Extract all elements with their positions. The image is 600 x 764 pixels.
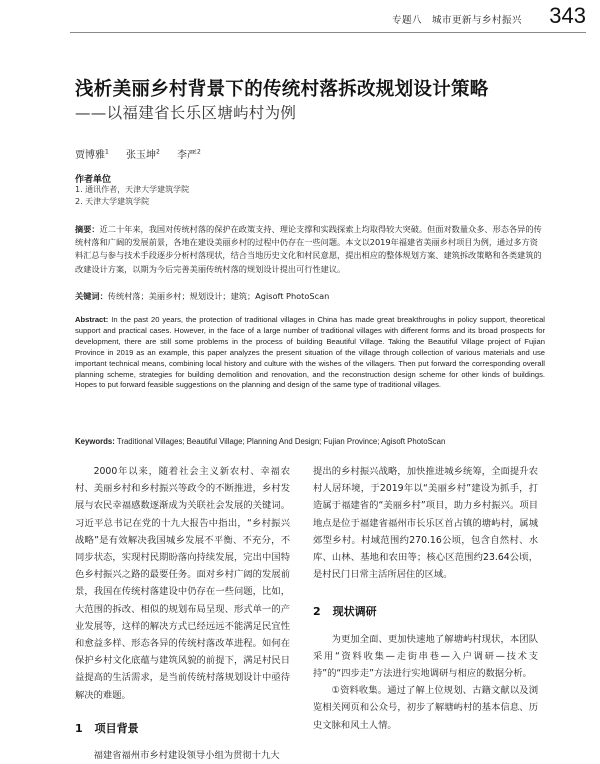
- header-divider: [70, 32, 586, 33]
- author: 贾博雅$^1$: [75, 148, 109, 161]
- affiliation: 1. 通讯作者，天津大学建筑学院: [75, 185, 190, 194]
- keywords-en: Keywords: Traditional Villages; Beautiful Village; Planning And Design; Fujian Province; Agisoft PhotoScan: [75, 437, 446, 446]
- body-paragraph: 为更加全面、更加快速地了解塘屿村现状，本团队采用“资料收集—走街串巷—入户调研—技术支持”的“四步走”方法进行实地调研与相应的数据分析。: [313, 633, 538, 680]
- body-paragraph: 提出的乡村振兴战略，加快推进城乡统筹，全面提升农村人居环境，于2019年以“美丽乡村”建设为抓手，打造属于福建省的“美丽乡村”项目，助力乡村振兴。项目地点是位于福建省福州市长乐区首占镇的塘屿村，属城郊型乡村。村域范围约270.16公顷，包含自然村、水库、山林、基地和农田等；核心区范围约23.64公顷，是村民门日常主活所居住的区域。: [313, 466, 538, 581]
- author: 李严$^2$: [177, 148, 201, 161]
- author: 张玉坤$^2$: [126, 148, 160, 161]
- section-heading: 1 项目背景: [75, 721, 139, 735]
- affiliation: 2. 天津大学建筑学院: [75, 197, 150, 206]
- page-number: 343: [549, 3, 586, 28]
- abstract-cn: 摘要：近二十年来，我国对传统村落的保护在政策支持、理论支撑和实践探索上均取得较大突破。但面对数量众多、形态各异的传统村落和广阔的发展前景，各地在建设美丽乡村的过程中仍存在一些问题。本文以2019年福建省美丽乡村项目为例，通过多方资料汇总与参与技术手段逐步分析村落现状，结合当地历史文化和村民意愿，提出相应的整体规划方案、建筑拆改策略和各类建筑的改建设计方案，以期为今后完善美丽传统村落的规划设计提出可行性建议。: [75, 224, 542, 274]
- keywords-cn: 关键词：传统村落；美丽乡村；规划设计；建筑；Agisoft PhotoScan: [75, 291, 330, 301]
- body-right-column: [313, 463, 538, 734]
- body-paragraph: 福建省福州市乡村建设领导小组为贯彻十九大: [93, 750, 280, 762]
- body-left-column: [75, 463, 290, 764]
- section-heading: 2 现状调研: [313, 605, 377, 619]
- abstract-en: Abstract: In the past 20 years, the protection of traditional villages in China has made great breakthroughs in policy support, theoretical support and practical cases. However, in the face of a large number of traditional villages with different forms and its broad prospects for development, there are still some problems in the process of building Beautiful Village. Taking the Beautiful Village project of Fujian Province in 2019 as an example, this paper analyzes the present situation of the village through collection of various materials and use important technical means, combining local history and culture with the wishes of the villagers. Then put forward the corresponding overall planning scheme, strategies for building demolition and renovation, and the reconstruction design scheme for other kinds of buildings. Hopes to put forward feasible suggestions on the planning and design of the same type of traditional villages.: [75, 315, 545, 390]
- affiliation-heading: 作者单位: [75, 175, 112, 185]
- body-paragraph: ①资料收集。通过了解上位规划、古籍文献以及浏览相关网页和公众号，初步了解塘屿村的基本信息、历史文脉和风土人情。: [313, 685, 538, 731]
- author-list: [75, 146, 215, 161]
- running-header: 专题八 城市更新与乡村振兴: [391, 15, 522, 26]
- paper-title: 浅析美丽乡村背景下的传统村落拆改规划设计策略: [75, 79, 489, 100]
- body-paragraph: 2000年以来，随着社会主义新农村、幸福农村、美丽乡村和乡村振兴等政令的不断推进，乡村发展与农民幸福感数逐渐成为关联社会发展的关键词。习近平总书记在党的十九大报告中指出，“乡村振兴战略”是有效解决我国城乡发展不平衡、不充分，不同步状态，实现村民期盼落向持续发展，完出中国特色乡村振兴之路的最要任务。面对乡村广阔的发展前景，我国在传统村落建设中仍存在一些问题，比如，大范围的拆改、相似的规划布局呈现、形式单一的产业发展等，这样的解决方式已经远远不能满足民宜性和愈益多样、形态各异的传统村落改革进程。如何在保护乡村文化底蕴与建筑风貌的前提下，满足村民日益提高的生活需求，是当前传统村落规划设计中亟待解决的难题。: [75, 466, 290, 701]
- paper-subtitle: ——以福建省长乐区塘屿村为例: [75, 104, 297, 122]
